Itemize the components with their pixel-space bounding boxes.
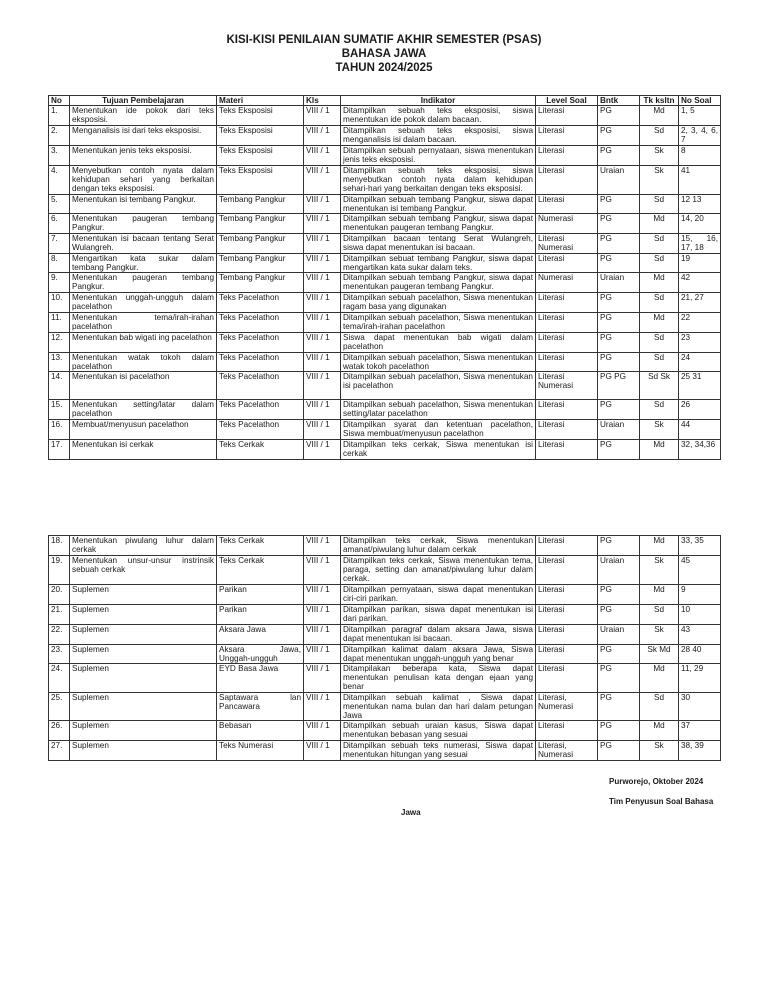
col-header-indikator: Indikator <box>341 96 536 106</box>
cell-tingkat-kesulitan: Sk Md <box>640 645 679 664</box>
cell-no-soal: 45 <box>679 556 721 585</box>
cell-tingkat-kesulitan: Md <box>640 585 679 605</box>
cell-level-soal: Literasi <box>536 146 598 166</box>
cell-bentuk: PG <box>598 585 640 605</box>
cell-tingkat-kesulitan: Sd <box>640 195 679 214</box>
cell-kls: VIII / 1 <box>304 273 341 293</box>
cell-no-soal: 25 31 <box>679 372 721 400</box>
table-row <box>49 741 721 761</box>
table-row <box>49 605 721 625</box>
cell-tingkat-kesulitan: Sd <box>640 353 679 372</box>
cell-no: 7. <box>49 234 70 254</box>
cell-tujuan: Menentukan bab wigati ing pacelathon <box>70 333 217 353</box>
cell-materi: Teks Eksposisi <box>217 126 304 146</box>
cell-no-soal: 30 <box>679 693 721 721</box>
cell-kls: VIII / 1 <box>304 146 341 166</box>
cell-bentuk: PG <box>598 440 640 460</box>
cell-no-soal: 37 <box>679 721 721 741</box>
col-header-level-soal: Level Soal <box>536 96 598 106</box>
col-header-no: No <box>49 96 70 106</box>
cell-no: 5. <box>49 195 70 214</box>
cell-materi: Teks Pacelathon <box>217 400 304 420</box>
table-row <box>49 353 721 372</box>
cell-indikator: Ditampilkan sebuah pacelathon, Siswa menentukan setting/latar pacelathon <box>341 400 536 420</box>
cell-level-soal: Numerasi <box>536 273 598 293</box>
cell-no: 23. <box>49 645 70 664</box>
cell-no: 19. <box>49 556 70 585</box>
cell-indikator: Ditampilkan sebuah pacelathon, Siswa menentukan ragam basa yang digunakan <box>341 293 536 313</box>
cell-kls: VIII / 1 <box>304 440 341 460</box>
cell-tingkat-kesulitan: Md <box>640 440 679 460</box>
cell-indikator: Ditampilkan sebuah pernyataan, siswa menentukan jenis teks eksposisi. <box>341 146 536 166</box>
cell-indikator: Ditampilkan teks cerkak, Siswa menentukan tema, paraga, setting dan amanat/piwulang luhur dalam cerkak. <box>341 556 536 585</box>
cell-level-soal: Literasi <box>536 166 598 195</box>
table-row <box>49 126 721 146</box>
cell-bentuk: PG <box>598 353 640 372</box>
cell-tingkat-kesulitan: Sk <box>640 166 679 195</box>
table-row <box>49 234 721 254</box>
cell-bentuk: PG <box>598 293 640 313</box>
cell-kls: VIII / 1 <box>304 234 341 254</box>
cell-tujuan: Suplemen <box>70 605 217 625</box>
cell-tujuan: Menentukan piwulang luhur dalam cerkak <box>70 536 217 556</box>
cell-bentuk: PG <box>598 536 640 556</box>
cell-no-soal: 15, 16, 17, 18 <box>679 234 721 254</box>
cell-no: 20. <box>49 585 70 605</box>
table-row <box>49 420 721 440</box>
cell-no: 12. <box>49 333 70 353</box>
cell-no-soal: 12 13 <box>679 195 721 214</box>
cell-tujuan: Menentukan isi pacelathon <box>70 372 217 400</box>
cell-materi: Saptawara lan Pancawara <box>217 693 304 721</box>
cell-kls: VIII / 1 <box>304 556 341 585</box>
cell-materi: Teks Pacelathon <box>217 313 304 333</box>
cell-tingkat-kesulitan: Md <box>640 273 679 293</box>
cell-level-soal: Literasi <box>536 333 598 353</box>
cell-indikator: Ditampilkan sebuah uraian kasus, Siswa dapat menentukan bebasan yang sesuai <box>341 721 536 741</box>
cell-tujuan: Suplemen <box>70 693 217 721</box>
cell-kls: VIII / 1 <box>304 195 341 214</box>
cell-level-soal: Literasi <box>536 106 598 126</box>
cell-no-soal: 19 <box>679 254 721 273</box>
cell-kls: VIII / 1 <box>304 605 341 625</box>
cell-no: 16. <box>49 420 70 440</box>
cell-tingkat-kesulitan: Sk <box>640 556 679 585</box>
cell-indikator: Ditampilkan syarat dan ketentuan pacelathon, Siswa membuat/menyusun pacelathon <box>341 420 536 440</box>
cell-no-soal: 22 <box>679 313 721 333</box>
col-header-bentuk: Bntk <box>598 96 640 106</box>
cell-kls: VIII / 1 <box>304 420 341 440</box>
cell-indikator: Ditampilkan sebuah teks eksposisi, siswa menyebutkan contoh nyata dalam kehidupan sehari-hari yang berkaitan dengan teks eksposisi. <box>341 166 536 195</box>
cell-materi: Teks Cerkak <box>217 536 304 556</box>
cell-materi: Tembang Pangkur <box>217 254 304 273</box>
cell-tujuan: Suplemen <box>70 664 217 693</box>
cell-no: 10. <box>49 293 70 313</box>
table-row <box>49 313 721 333</box>
cell-materi: Tembang Pangkur <box>217 195 304 214</box>
cell-level-soal: Literasi <box>536 400 598 420</box>
cell-level-soal: Literasi, Numerasi <box>536 741 598 761</box>
cell-materi: Tembang Pangkur <box>217 273 304 293</box>
cell-level-soal: Literasi Numerasi <box>536 234 598 254</box>
cell-bentuk: PG PG <box>598 372 640 400</box>
cell-tingkat-kesulitan: Sk <box>640 146 679 166</box>
cell-kls: VIII / 1 <box>304 625 341 645</box>
table-row <box>49 333 721 353</box>
cell-kls: VIII / 1 <box>304 721 341 741</box>
table-row <box>49 721 721 741</box>
cell-bentuk: PG <box>598 234 640 254</box>
cell-indikator: Ditampilkan parikan, siswa dapat menentukan isi dari parikan. <box>341 605 536 625</box>
cell-bentuk: PG <box>598 195 640 214</box>
cell-no-soal: 33, 35 <box>679 536 721 556</box>
cell-tingkat-kesulitan: Sd <box>640 333 679 353</box>
cell-no-soal: 23 <box>679 333 721 353</box>
kisi-kisi-table-part-1 <box>48 95 721 460</box>
cell-bentuk: PG <box>598 693 640 721</box>
cell-tujuan: Menganalisis isi dari teks eksposisi. <box>70 126 217 146</box>
cell-no: 9. <box>49 273 70 293</box>
cell-materi: Teks Eksposisi <box>217 146 304 166</box>
cell-kls: VIII / 1 <box>304 693 341 721</box>
col-header-materi: Materi <box>217 96 304 106</box>
cell-no: 17. <box>49 440 70 460</box>
cell-materi: Tembang Pangkur <box>217 234 304 254</box>
cell-tujuan: Menentukan isi tembang Pangkur. <box>70 195 217 214</box>
table-row <box>49 254 721 273</box>
cell-kls: VIII / 1 <box>304 293 341 313</box>
cell-tingkat-kesulitan: Sd <box>640 293 679 313</box>
table-row <box>49 556 721 585</box>
cell-level-soal: Literasi <box>536 664 598 693</box>
cell-indikator: Ditampilkan sebuah pacelathon, Siswa menentukan watak tokoh pacelathon <box>341 353 536 372</box>
cell-no: 15. <box>49 400 70 420</box>
cell-level-soal: Literasi <box>536 313 598 333</box>
cell-no-soal: 41 <box>679 166 721 195</box>
table-row <box>49 664 721 693</box>
cell-tujuan: Membuat/menyusun pacelathon <box>70 420 217 440</box>
table-row <box>49 195 721 214</box>
cell-tingkat-kesulitan: Sd Sk <box>640 372 679 400</box>
cell-tujuan: Menentukan jenis teks eksposisi. <box>70 146 217 166</box>
cell-indikator: Ditampilkan sebuah kalimat , Siswa dapat menentukan nama bulan dan hari dalam petungan Jawa <box>341 693 536 721</box>
cell-no-soal: 32, 34,36 <box>679 440 721 460</box>
cell-tingkat-kesulitan: Sd <box>640 126 679 146</box>
cell-level-soal: Numerasi <box>536 214 598 234</box>
cell-no-soal: 21, 27 <box>679 293 721 313</box>
cell-tujuan: Menentukan paugeran tembang Pangkur. <box>70 273 217 293</box>
cell-no: 27. <box>49 741 70 761</box>
table-row <box>49 293 721 313</box>
col-header-tujuan: Tujuan Pembelajaran <box>70 96 217 106</box>
cell-no: 6. <box>49 214 70 234</box>
cell-tujuan: Menentukan unsur-unsur instrinsik sebuah cerkak <box>70 556 217 585</box>
cell-kls: VIII / 1 <box>304 313 341 333</box>
cell-bentuk: PG <box>598 645 640 664</box>
cell-no-soal: 28 40 <box>679 645 721 664</box>
doc-title-line-3: TAHUN 2024/2025 <box>335 62 433 74</box>
cell-indikator: Ditampilkan sebuah pacelathon, Siswa menentukan tema/irah-irahan pacelathon <box>341 313 536 333</box>
cell-tujuan: Menentukan watak tokoh dalam pacelathon <box>70 353 217 372</box>
cell-materi: Aksara Jawa <box>217 625 304 645</box>
cell-kls: VIII / 1 <box>304 166 341 195</box>
cell-level-soal: Literasi, Numerasi <box>536 693 598 721</box>
cell-materi: Teks Pacelathon <box>217 372 304 400</box>
cell-tujuan: Menentukan isi bacaan tentang Serat Wulangreh. <box>70 234 217 254</box>
cell-no: 11. <box>49 313 70 333</box>
cell-tujuan: Menentukan ide pokok dari teks eksposisi. <box>70 106 217 126</box>
cell-indikator: Ditampilkan sebuah teks numerasi, Siswa dapat menentukan hitungan yang sesuai <box>341 741 536 761</box>
cell-tingkat-kesulitan: Sk <box>640 625 679 645</box>
cell-materi: Teks Pacelathon <box>217 293 304 313</box>
cell-materi: Teks Eksposisi <box>217 166 304 195</box>
cell-bentuk: PG <box>598 214 640 234</box>
cell-tingkat-kesulitan: Sk <box>640 420 679 440</box>
cell-no-soal: 42 <box>679 273 721 293</box>
cell-no-soal: 26 <box>679 400 721 420</box>
cell-no: 18. <box>49 536 70 556</box>
doc-title-line-2: BAHASA JAWA <box>341 48 427 60</box>
cell-indikator: Ditampilkan teks cerkak, Siswa menentukan amanat/piwulang luhur dalam cerkak <box>341 536 536 556</box>
cell-materi: Teks Cerkak <box>217 556 304 585</box>
cell-bentuk: Uraian <box>598 273 640 293</box>
cell-bentuk: Uraian <box>598 556 640 585</box>
cell-indikator: Ditampilakan beberapa kata, Siswa dapat menentukan penulisan kata dengan ejaan yang benar <box>341 664 536 693</box>
cell-no: 2. <box>49 126 70 146</box>
doc-title-line-1: KISI-KISI PENILAIAN SUMATIF AKHIR SEMESTER (PSAS) <box>226 34 542 46</box>
cell-tingkat-kesulitan: Sk <box>640 741 679 761</box>
cell-kls: VIII / 1 <box>304 372 341 400</box>
cell-tujuan: Suplemen <box>70 645 217 664</box>
cell-no-soal: 14, 20 <box>679 214 721 234</box>
cell-bentuk: PG <box>598 605 640 625</box>
cell-level-soal: Literasi <box>536 645 598 664</box>
cell-tingkat-kesulitan: Md <box>640 214 679 234</box>
cell-level-soal: Literasi <box>536 721 598 741</box>
cell-tujuan: Menentukan isi cerkak <box>70 440 217 460</box>
cell-tingkat-kesulitan: Md <box>640 664 679 693</box>
cell-materi: Teks Cerkak <box>217 440 304 460</box>
cell-indikator: Siswa dapat menentukan bab wigati dalam pacelathon <box>341 333 536 353</box>
cell-indikator: Ditampilkan pernyataan, siswa dapat menentukan ciri-ciri parikan. <box>341 585 536 605</box>
table-row <box>49 585 721 605</box>
cell-no-soal: 1, 5 <box>679 106 721 126</box>
cell-bentuk: PG <box>598 146 640 166</box>
cell-materi: Parikan <box>217 605 304 625</box>
cell-indikator: Ditampilkan sebuah tembang Pangkur, siswa dapat menentukan paugeran tembang Pangkur. <box>341 273 536 293</box>
table-row <box>49 214 721 234</box>
cell-tujuan: Suplemen <box>70 741 217 761</box>
cell-indikator: Ditampilkan sebuat tembang Pangkur, siswa dapat mengartikan kata sukar dalam teks. <box>341 254 536 273</box>
signature-team: Tim Penyusun Soal Bahasa <box>609 797 714 806</box>
cell-materi: EYD Basa Jawa <box>217 664 304 693</box>
cell-no: 14. <box>49 372 70 400</box>
cell-level-soal: Literasi Numerasi <box>536 372 598 400</box>
cell-bentuk: PG <box>598 721 640 741</box>
cell-no-soal: 43 <box>679 625 721 645</box>
cell-materi: Teks Pacelathon <box>217 353 304 372</box>
cell-no: 13. <box>49 353 70 372</box>
cell-tingkat-kesulitan: Sd <box>640 400 679 420</box>
cell-no: 1. <box>49 106 70 126</box>
cell-tujuan: Menentukan paugeran tembang Pangkur. <box>70 214 217 234</box>
cell-no-soal: 11, 29 <box>679 664 721 693</box>
cell-no: 4. <box>49 166 70 195</box>
table-row <box>49 625 721 645</box>
cell-indikator: Ditampilkan paragraf dalam aksara Jawa, siswa dapat menentukan isi bacaan. <box>341 625 536 645</box>
cell-tujuan: Suplemen <box>70 585 217 605</box>
cell-tingkat-kesulitan: Sd <box>640 254 679 273</box>
cell-kls: VIII / 1 <box>304 536 341 556</box>
table-header-row <box>49 96 721 106</box>
cell-level-soal: Literasi <box>536 585 598 605</box>
table-row <box>49 372 721 400</box>
cell-tujuan: Menentukan tema/irah-irahan pacelathon <box>70 313 217 333</box>
cell-bentuk: PG <box>598 254 640 273</box>
cell-bentuk: PG <box>598 664 640 693</box>
cell-no: 24. <box>49 664 70 693</box>
cell-kls: VIII / 1 <box>304 214 341 234</box>
cell-tingkat-kesulitan: Md <box>640 536 679 556</box>
cell-tingkat-kesulitan: Md <box>640 106 679 126</box>
cell-level-soal: Literasi <box>536 625 598 645</box>
table-row <box>49 536 721 556</box>
cell-tujuan: Suplemen <box>70 625 217 645</box>
cell-indikator: Ditampilkan sebuah pacelathon, Siswa menentukan isi pacelathon <box>341 372 536 400</box>
cell-no: 22. <box>49 625 70 645</box>
cell-no-soal: 24 <box>679 353 721 372</box>
cell-kls: VIII / 1 <box>304 333 341 353</box>
cell-materi: Teks Numerasi <box>217 741 304 761</box>
cell-no-soal: 44 <box>679 420 721 440</box>
col-header-no-soal: No Soal <box>679 96 721 106</box>
cell-materi: Tembang Pangkur <box>217 214 304 234</box>
cell-kls: VIII / 1 <box>304 254 341 273</box>
cell-materi: Teks Pacelathon <box>217 333 304 353</box>
col-header-kls: Kls <box>304 96 341 106</box>
table-row <box>49 440 721 460</box>
signature-place-date: Purworejo, Oktober 2024 <box>609 777 704 786</box>
cell-materi: Parikan <box>217 585 304 605</box>
cell-no: 8. <box>49 254 70 273</box>
cell-kls: VIII / 1 <box>304 106 341 126</box>
cell-materi: Aksara Jawa, Unggah-ungguh <box>217 645 304 664</box>
cell-level-soal: Literasi <box>536 195 598 214</box>
cell-tingkat-kesulitan: Sd <box>640 693 679 721</box>
cell-level-soal: Literasi <box>536 254 598 273</box>
cell-materi: Bebasan <box>217 721 304 741</box>
cell-bentuk: PG <box>598 313 640 333</box>
signature-team-continued: Jawa <box>401 808 421 817</box>
cell-level-soal: Literasi <box>536 605 598 625</box>
cell-indikator: Ditampilkan teks cerkak, Siswa menentukan isi cerkak <box>341 440 536 460</box>
cell-no: 26. <box>49 721 70 741</box>
cell-level-soal: Literasi <box>536 440 598 460</box>
cell-no: 3. <box>49 146 70 166</box>
cell-tujuan: Suplemen <box>70 721 217 741</box>
col-header-tingkat-kesulitan: Tk ksltn <box>640 96 679 106</box>
cell-kls: VIII / 1 <box>304 126 341 146</box>
cell-no-soal: 9 <box>679 585 721 605</box>
cell-no: 21. <box>49 605 70 625</box>
table-row <box>49 645 721 664</box>
cell-kls: VIII / 1 <box>304 645 341 664</box>
cell-no: 25. <box>49 693 70 721</box>
cell-kls: VIII / 1 <box>304 353 341 372</box>
kisi-kisi-table-part-2 <box>48 535 721 761</box>
cell-indikator: Ditampilkan sebuah tembang Pangkur, siswa dapat menentukan paugeran tembang Pangkur. <box>341 214 536 234</box>
cell-kls: VIII / 1 <box>304 585 341 605</box>
cell-tujuan: Menyebutkan contoh nyata dalam kehidupan sehari yang berkaitan dengan teks eksposisi. <box>70 166 217 195</box>
cell-kls: VIII / 1 <box>304 664 341 693</box>
cell-level-soal: Literasi <box>536 536 598 556</box>
cell-level-soal: Literasi <box>536 556 598 585</box>
cell-tujuan: Menentukan setting/latar dalam pacelathon <box>70 400 217 420</box>
cell-bentuk: PG <box>598 126 640 146</box>
cell-level-soal: Literasi <box>536 126 598 146</box>
cell-no-soal: 38, 39 <box>679 741 721 761</box>
table-row <box>49 693 721 721</box>
cell-bentuk: Uraian <box>598 166 640 195</box>
cell-bentuk: PG <box>598 400 640 420</box>
cell-level-soal: Literasi <box>536 293 598 313</box>
cell-bentuk: PG <box>598 333 640 353</box>
table-row <box>49 166 721 195</box>
cell-level-soal: Literasi <box>536 420 598 440</box>
cell-tingkat-kesulitan: Md <box>640 721 679 741</box>
cell-indikator: Ditampilkan kalimat dalam aksara Jawa, Siswa dapat menentukan unggah-ungguh yang benar <box>341 645 536 664</box>
table-row <box>49 400 721 420</box>
cell-indikator: Ditampilkan sebuah tembang Pangkur, siswa dapat menentukan isi tembang Pangkur. <box>341 195 536 214</box>
table-row <box>49 146 721 166</box>
cell-bentuk: Uraian <box>598 625 640 645</box>
cell-materi: Teks Pacelathon <box>217 420 304 440</box>
table-row <box>49 273 721 293</box>
cell-tujuan: Mengartikan kata sukar dalam tembang Pangkur. <box>70 254 217 273</box>
cell-bentuk: Uraian <box>598 420 640 440</box>
cell-level-soal: Literasi <box>536 353 598 372</box>
cell-tingkat-kesulitan: Md <box>640 313 679 333</box>
cell-materi: Teks Eksposisi <box>217 106 304 126</box>
cell-bentuk: PG <box>598 106 640 126</box>
cell-indikator: Ditampilkan bacaan tentang Serat Wulangreh, siswa dapat menentukan isi bacaan. <box>341 234 536 254</box>
cell-indikator: Ditampilkan sebuah teks eksposisi, siswa menentukan ide pokok dalam bacaan. <box>341 106 536 126</box>
cell-tingkat-kesulitan: Sd <box>640 605 679 625</box>
table-row <box>49 106 721 126</box>
cell-bentuk: PG <box>598 741 640 761</box>
cell-no-soal: 8 <box>679 146 721 166</box>
cell-tujuan: Menentukan unggah-ungguh dalam pacelathon <box>70 293 217 313</box>
cell-kls: VIII / 1 <box>304 400 341 420</box>
cell-tingkat-kesulitan: Sd <box>640 234 679 254</box>
cell-kls: VIII / 1 <box>304 741 341 761</box>
cell-no-soal: 10 <box>679 605 721 625</box>
cell-indikator: Ditampilkan sebuah teks eksposisi, siswa menganalisis isi dalam bacaan. <box>341 126 536 146</box>
cell-no-soal: 2, 3, 4, 6, 7 <box>679 126 721 146</box>
